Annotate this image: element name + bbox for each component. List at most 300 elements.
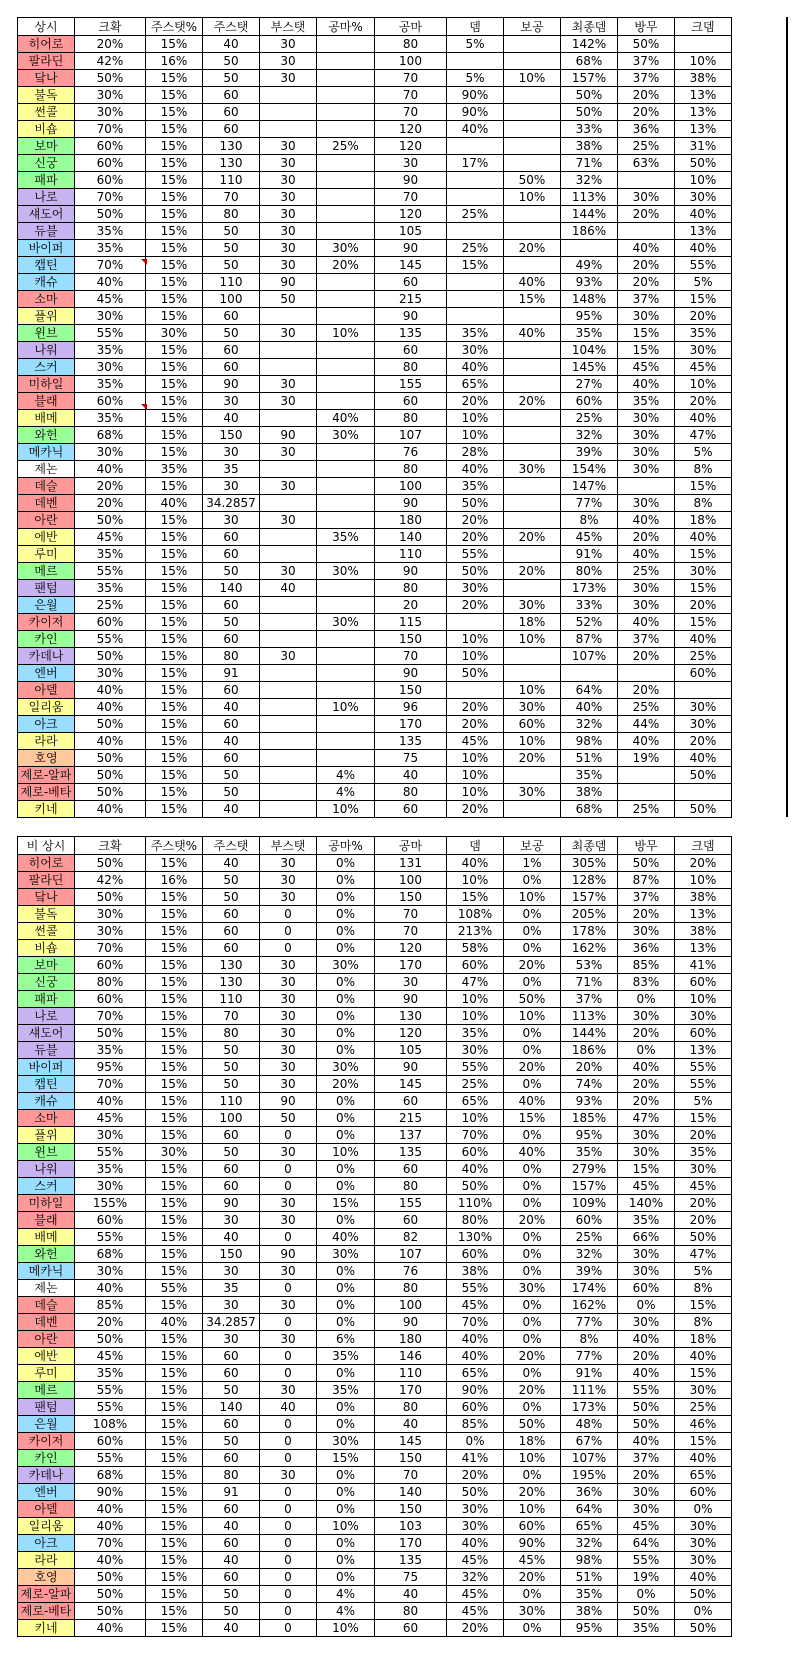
value-cell[interactable]: 0 (260, 1620, 317, 1637)
value-cell[interactable] (317, 665, 375, 682)
class-name-cell[interactable]: 메카닉 (18, 444, 75, 461)
class-name-cell[interactable]: 카이저 (18, 1433, 75, 1450)
value-cell[interactable]: 15% (146, 682, 203, 699)
value-cell[interactable]: 30% (317, 427, 375, 444)
value-cell[interactable]: 20% (618, 682, 675, 699)
class-name-cell[interactable]: 카데나 (18, 1467, 75, 1484)
value-cell[interactable]: 40% (618, 614, 675, 631)
value-cell[interactable]: 50% (75, 206, 146, 223)
value-cell[interactable]: 30% (675, 1552, 732, 1569)
value-cell[interactable]: 140 (375, 529, 447, 546)
value-cell[interactable]: 178% (561, 923, 618, 940)
value-cell[interactable]: 30 (203, 1297, 260, 1314)
value-cell[interactable]: 20% (504, 1348, 561, 1365)
value-cell[interactable]: 60 (203, 1569, 260, 1586)
value-cell[interactable]: 20% (75, 495, 146, 512)
value-cell[interactable]: 30% (447, 1042, 504, 1059)
value-cell[interactable]: 15% (146, 614, 203, 631)
value-cell[interactable] (504, 376, 561, 393)
value-cell[interactable]: 0% (618, 991, 675, 1008)
value-cell[interactable]: 0% (317, 1093, 375, 1110)
class-name-cell[interactable]: 라라 (18, 733, 75, 750)
value-cell[interactable]: 55% (75, 1399, 146, 1416)
value-cell[interactable]: 70% (75, 940, 146, 957)
value-cell[interactable]: 68% (75, 1246, 146, 1263)
value-cell[interactable]: 15% (146, 546, 203, 563)
value-cell[interactable]: 70% (447, 1127, 504, 1144)
value-cell[interactable]: 15% (146, 750, 203, 767)
value-cell[interactable]: 30% (618, 1484, 675, 1501)
value-cell[interactable]: 35% (561, 1586, 618, 1603)
value-cell[interactable]: 60 (203, 1450, 260, 1467)
value-cell[interactable] (317, 376, 375, 393)
value-cell[interactable]: 8% (675, 1314, 732, 1331)
value-cell[interactable]: 0% (317, 1552, 375, 1569)
value-cell[interactable]: 30% (618, 1127, 675, 1144)
value-cell[interactable]: 63% (618, 155, 675, 172)
value-cell[interactable]: 10% (675, 172, 732, 189)
value-cell[interactable]: 15% (146, 767, 203, 784)
value-cell[interactable]: 50% (561, 104, 618, 121)
value-cell[interactable]: 15% (146, 1263, 203, 1280)
value-cell[interactable]: 154% (561, 461, 618, 478)
value-cell[interactable]: 51% (561, 750, 618, 767)
value-cell[interactable]: 60 (375, 1212, 447, 1229)
value-cell[interactable]: 0% (317, 1110, 375, 1127)
value-cell[interactable]: 15% (146, 1178, 203, 1195)
class-name-cell[interactable]: 아크 (18, 716, 75, 733)
value-cell[interactable]: 40% (618, 546, 675, 563)
value-cell[interactable] (260, 733, 317, 750)
value-cell[interactable]: 82 (375, 1229, 447, 1246)
value-cell[interactable]: 19% (618, 750, 675, 767)
class-name-cell[interactable]: 은월 (18, 1416, 75, 1433)
value-cell[interactable]: 40% (618, 1059, 675, 1076)
value-cell[interactable]: 25% (618, 138, 675, 155)
value-cell[interactable] (317, 53, 375, 70)
value-cell[interactable]: 15% (146, 257, 203, 274)
class-name-cell[interactable]: 바이퍼 (18, 1059, 75, 1076)
value-cell[interactable]: 0% (504, 1297, 561, 1314)
value-cell[interactable]: 50% (447, 563, 504, 580)
value-cell[interactable]: 68% (561, 53, 618, 70)
value-cell[interactable]: 27% (561, 376, 618, 393)
value-cell[interactable]: 13% (675, 906, 732, 923)
value-cell[interactable]: 30% (146, 1144, 203, 1161)
value-cell[interactable] (618, 223, 675, 240)
value-cell[interactable]: 10% (317, 1620, 375, 1637)
value-cell[interactable]: 50 (203, 1382, 260, 1399)
value-cell[interactable]: 60% (504, 1518, 561, 1535)
class-name-cell[interactable]: 엔버 (18, 1484, 75, 1501)
value-cell[interactable]: 70 (375, 104, 447, 121)
class-name-cell[interactable]: 팬텀 (18, 1399, 75, 1416)
value-cell[interactable]: 0 (260, 1569, 317, 1586)
value-cell[interactable]: 35% (561, 1144, 618, 1161)
value-cell[interactable]: 145 (375, 1433, 447, 1450)
value-cell[interactable]: 50 (203, 614, 260, 631)
value-cell[interactable]: 20% (618, 87, 675, 104)
value-cell[interactable]: 150 (375, 631, 447, 648)
value-cell[interactable] (504, 155, 561, 172)
value-cell[interactable]: 30% (504, 1280, 561, 1297)
value-cell[interactable]: 162% (561, 940, 618, 957)
value-cell[interactable]: 30% (447, 1518, 504, 1535)
value-cell[interactable]: 20% (675, 393, 732, 410)
value-cell[interactable]: 60 (203, 342, 260, 359)
value-cell[interactable]: 42% (75, 53, 146, 70)
value-cell[interactable]: 0% (317, 1161, 375, 1178)
value-cell[interactable]: 15% (146, 784, 203, 801)
value-cell[interactable]: 76 (375, 444, 447, 461)
class-name-cell[interactable]: 라라 (18, 1552, 75, 1569)
value-cell[interactable] (447, 291, 504, 308)
value-cell[interactable] (317, 648, 375, 665)
value-cell[interactable]: 87% (561, 631, 618, 648)
value-cell[interactable]: 60% (675, 665, 732, 682)
value-cell[interactable]: 38% (675, 70, 732, 87)
value-cell[interactable]: 15% (146, 923, 203, 940)
value-cell[interactable]: 0% (317, 872, 375, 889)
value-cell[interactable]: 15% (146, 1076, 203, 1093)
value-cell[interactable]: 0% (504, 1365, 561, 1382)
class-name-cell[interactable]: 아란 (18, 512, 75, 529)
value-cell[interactable]: 120 (375, 1025, 447, 1042)
value-cell[interactable]: 15% (146, 206, 203, 223)
class-name-cell[interactable]: 아델 (18, 682, 75, 699)
value-cell[interactable]: 37% (618, 291, 675, 308)
value-cell[interactable]: 85% (447, 1416, 504, 1433)
value-cell[interactable]: 20% (447, 1620, 504, 1637)
value-cell[interactable]: 15% (146, 1127, 203, 1144)
value-cell[interactable]: 0% (504, 940, 561, 957)
value-cell[interactable]: 30% (317, 957, 375, 974)
value-cell[interactable]: 0% (504, 1467, 561, 1484)
value-cell[interactable]: 60% (618, 1280, 675, 1297)
value-cell[interactable] (317, 189, 375, 206)
value-cell[interactable]: 30 (260, 393, 317, 410)
value-cell[interactable] (260, 359, 317, 376)
value-cell[interactable]: 0% (504, 1399, 561, 1416)
value-cell[interactable]: 50 (203, 257, 260, 274)
value-cell[interactable]: 1% (504, 855, 561, 872)
value-cell[interactable]: 0 (260, 1484, 317, 1501)
value-cell[interactable]: 50% (75, 1569, 146, 1586)
value-cell[interactable]: 15% (146, 1365, 203, 1382)
value-cell[interactable]: 40% (618, 733, 675, 750)
value-cell[interactable]: 35% (561, 767, 618, 784)
value-cell[interactable]: 0% (317, 1399, 375, 1416)
value-cell[interactable]: 31% (675, 138, 732, 155)
value-cell[interactable]: 30% (75, 1263, 146, 1280)
value-cell[interactable]: 15% (146, 36, 203, 53)
value-cell[interactable]: 162% (561, 1297, 618, 1314)
value-cell[interactable]: 70 (375, 648, 447, 665)
value-cell[interactable]: 0% (504, 1127, 561, 1144)
value-cell[interactable]: 18% (504, 614, 561, 631)
value-cell[interactable]: 0% (317, 1535, 375, 1552)
value-cell[interactable]: 15% (146, 359, 203, 376)
value-cell[interactable]: 25% (447, 206, 504, 223)
value-cell[interactable]: 50 (203, 53, 260, 70)
value-cell[interactable]: 66% (618, 1229, 675, 1246)
value-cell[interactable]: 16% (146, 53, 203, 70)
value-cell[interactable]: 80 (375, 580, 447, 597)
value-cell[interactable]: 90 (375, 1314, 447, 1331)
value-cell[interactable]: 80 (203, 1025, 260, 1042)
value-cell[interactable]: 50% (75, 1025, 146, 1042)
value-cell[interactable]: 70 (375, 1467, 447, 1484)
value-cell[interactable]: 305% (561, 855, 618, 872)
value-cell[interactable]: 15% (146, 1297, 203, 1314)
value-cell[interactable]: 15% (618, 325, 675, 342)
value-cell[interactable]: 0% (504, 906, 561, 923)
value-cell[interactable]: 15% (146, 1569, 203, 1586)
value-cell[interactable]: 40% (504, 274, 561, 291)
value-cell[interactable]: 38% (561, 138, 618, 155)
value-cell[interactable]: 173% (561, 1399, 618, 1416)
value-cell[interactable]: 30 (203, 478, 260, 495)
value-cell[interactable]: 15% (675, 580, 732, 597)
value-cell[interactable] (260, 665, 317, 682)
value-cell[interactable]: 0% (504, 974, 561, 991)
value-cell[interactable]: 100 (375, 872, 447, 889)
value-cell[interactable]: 30 (260, 1297, 317, 1314)
value-cell[interactable]: 20% (675, 733, 732, 750)
value-cell[interactable]: 128% (561, 872, 618, 889)
value-cell[interactable]: 30% (618, 1008, 675, 1025)
value-cell[interactable]: 44% (618, 716, 675, 733)
value-cell[interactable]: 30 (260, 70, 317, 87)
value-cell[interactable]: 20% (504, 957, 561, 974)
value-cell[interactable]: 70% (75, 257, 146, 274)
value-cell[interactable]: 60 (203, 104, 260, 121)
value-cell[interactable]: 0 (260, 1229, 317, 1246)
value-cell[interactable]: 0% (504, 1263, 561, 1280)
class-name-cell[interactable]: 비숍 (18, 940, 75, 957)
value-cell[interactable]: 18% (675, 512, 732, 529)
value-cell[interactable]: 40 (203, 1518, 260, 1535)
value-cell[interactable]: 32% (447, 1569, 504, 1586)
value-cell[interactable] (260, 546, 317, 563)
value-cell[interactable]: 60% (75, 172, 146, 189)
value-cell[interactable]: 15% (146, 1025, 203, 1042)
value-cell[interactable]: 45% (447, 733, 504, 750)
value-cell[interactable]: 40% (618, 512, 675, 529)
value-cell[interactable]: 0 (260, 1314, 317, 1331)
value-cell[interactable]: 85% (75, 1297, 146, 1314)
value-cell[interactable]: 55% (447, 546, 504, 563)
value-cell[interactable] (447, 308, 504, 325)
value-cell[interactable]: 170 (375, 716, 447, 733)
value-cell[interactable] (504, 665, 561, 682)
value-cell[interactable]: 4% (317, 784, 375, 801)
value-cell[interactable]: 40% (447, 1331, 504, 1348)
class-name-cell[interactable]: 메카닉 (18, 1263, 75, 1280)
value-cell[interactable]: 107 (375, 427, 447, 444)
value-cell[interactable] (260, 699, 317, 716)
value-cell[interactable]: 15% (146, 70, 203, 87)
class-name-cell[interactable]: 썬콜 (18, 104, 75, 121)
value-cell[interactable]: 80% (75, 974, 146, 991)
value-cell[interactable]: 15% (675, 291, 732, 308)
value-cell[interactable]: 30% (75, 1127, 146, 1144)
value-cell[interactable]: 130 (203, 957, 260, 974)
value-cell[interactable] (504, 257, 561, 274)
value-cell[interactable]: 15% (146, 1467, 203, 1484)
value-cell[interactable]: 45% (675, 359, 732, 376)
class-name-cell[interactable]: 듀블 (18, 223, 75, 240)
value-cell[interactable] (260, 784, 317, 801)
class-name-cell[interactable]: 제논 (18, 461, 75, 478)
value-cell[interactable]: 215 (375, 291, 447, 308)
value-cell[interactable]: 60% (561, 393, 618, 410)
value-cell[interactable]: 15% (146, 1552, 203, 1569)
value-cell[interactable]: 50% (618, 1399, 675, 1416)
value-cell[interactable] (618, 767, 675, 784)
value-cell[interactable]: 70% (75, 189, 146, 206)
value-cell[interactable]: 107 (375, 1246, 447, 1263)
value-cell[interactable]: 45% (447, 1552, 504, 1569)
value-cell[interactable]: 30% (675, 189, 732, 206)
value-cell[interactable]: 115 (375, 614, 447, 631)
value-cell[interactable]: 50% (447, 1178, 504, 1195)
value-cell[interactable] (317, 495, 375, 512)
value-cell[interactable]: 60 (203, 631, 260, 648)
value-cell[interactable]: 87% (618, 872, 675, 889)
value-cell[interactable]: 10% (504, 189, 561, 206)
value-cell[interactable]: 60 (203, 308, 260, 325)
value-cell[interactable]: 60% (75, 138, 146, 155)
value-cell[interactable]: 15% (146, 1620, 203, 1637)
class-name-cell[interactable]: 나워 (18, 342, 75, 359)
value-cell[interactable]: 30 (260, 206, 317, 223)
value-cell[interactable]: 25% (75, 597, 146, 614)
value-cell[interactable]: 47% (675, 427, 732, 444)
value-cell[interactable]: 25% (561, 410, 618, 427)
value-cell[interactable]: 10% (675, 872, 732, 889)
value-cell[interactable]: 20% (561, 1059, 618, 1076)
value-cell[interactable]: 30 (260, 855, 317, 872)
value-cell[interactable]: 35 (203, 1280, 260, 1297)
value-cell[interactable]: 0 (260, 1450, 317, 1467)
value-cell[interactable] (317, 70, 375, 87)
value-cell[interactable]: 0% (447, 1433, 504, 1450)
value-cell[interactable]: 155% (75, 1195, 146, 1212)
value-cell[interactable]: 90% (447, 87, 504, 104)
value-cell[interactable]: 15% (146, 104, 203, 121)
value-cell[interactable]: 90 (375, 665, 447, 682)
value-cell[interactable] (504, 342, 561, 359)
value-cell[interactable]: 100 (375, 478, 447, 495)
value-cell[interactable]: 30% (618, 189, 675, 206)
value-cell[interactable]: 50 (203, 240, 260, 257)
value-cell[interactable]: 40% (504, 1093, 561, 1110)
value-cell[interactable]: 45% (618, 1178, 675, 1195)
value-cell[interactable]: 98% (561, 733, 618, 750)
value-cell[interactable]: 90 (260, 1093, 317, 1110)
value-cell[interactable]: 0% (317, 1042, 375, 1059)
value-cell[interactable]: 50% (75, 512, 146, 529)
value-cell[interactable]: 30% (504, 1603, 561, 1620)
value-cell[interactable]: 80 (375, 784, 447, 801)
value-cell[interactable]: 30 (260, 240, 317, 257)
value-cell[interactable]: 157% (561, 70, 618, 87)
value-cell[interactable]: 0% (504, 1195, 561, 1212)
value-cell[interactable]: 37% (618, 1450, 675, 1467)
value-cell[interactable] (675, 36, 732, 53)
value-cell[interactable]: 108% (447, 906, 504, 923)
value-cell[interactable]: 50% (504, 172, 561, 189)
value-cell[interactable]: 70 (375, 906, 447, 923)
value-cell[interactable]: 135 (375, 1552, 447, 1569)
value-cell[interactable]: 45% (75, 291, 146, 308)
value-cell[interactable]: 50 (260, 1110, 317, 1127)
class-name-cell[interactable]: 바이퍼 (18, 240, 75, 257)
value-cell[interactable]: 30% (75, 923, 146, 940)
value-cell[interactable]: 110 (203, 172, 260, 189)
value-cell[interactable]: 70% (75, 1008, 146, 1025)
value-cell[interactable]: 107% (561, 1450, 618, 1467)
value-cell[interactable]: 105 (375, 223, 447, 240)
value-cell[interactable]: 91% (561, 546, 618, 563)
value-cell[interactable]: 64% (561, 682, 618, 699)
value-cell[interactable]: 15% (146, 1501, 203, 1518)
value-cell[interactable]: 0% (317, 1314, 375, 1331)
class-name-cell[interactable]: 카데나 (18, 648, 75, 665)
value-cell[interactable]: 20% (504, 1382, 561, 1399)
value-cell[interactable]: 15% (146, 1382, 203, 1399)
class-name-cell[interactable]: 나로 (18, 1008, 75, 1025)
value-cell[interactable]: 55% (75, 1450, 146, 1467)
value-cell[interactable]: 20% (618, 529, 675, 546)
value-cell[interactable]: 30 (260, 36, 317, 53)
value-cell[interactable]: 113% (561, 189, 618, 206)
value-cell[interactable]: 50% (618, 855, 675, 872)
value-cell[interactable]: 80 (375, 410, 447, 427)
value-cell[interactable]: 16% (146, 872, 203, 889)
value-cell[interactable]: 50 (203, 1059, 260, 1076)
class-name-cell[interactable]: 플위 (18, 308, 75, 325)
class-name-cell[interactable]: 와헌 (18, 427, 75, 444)
value-cell[interactable]: 45% (447, 1603, 504, 1620)
value-cell[interactable]: 50% (618, 1416, 675, 1433)
value-cell[interactable]: 55% (75, 631, 146, 648)
value-cell[interactable]: 77% (561, 1314, 618, 1331)
value-cell[interactable]: 0% (317, 1416, 375, 1433)
value-cell[interactable]: 74% (561, 1076, 618, 1093)
value-cell[interactable]: 30 (375, 974, 447, 991)
value-cell[interactable]: 0% (317, 1501, 375, 1518)
value-cell[interactable]: 30 (260, 1467, 317, 1484)
value-cell[interactable]: 36% (561, 1484, 618, 1501)
value-cell[interactable]: 150 (375, 889, 447, 906)
value-cell[interactable]: 60 (203, 546, 260, 563)
value-cell[interactable]: 95% (75, 1059, 146, 1076)
value-cell[interactable] (504, 308, 561, 325)
value-cell[interactable]: 40% (75, 801, 146, 818)
value-cell[interactable]: 35% (618, 393, 675, 410)
value-cell[interactable]: 55% (447, 1059, 504, 1076)
value-cell[interactable]: 15% (146, 1246, 203, 1263)
value-cell[interactable]: 50 (203, 889, 260, 906)
value-cell[interactable]: 20% (618, 1093, 675, 1110)
value-cell[interactable] (260, 716, 317, 733)
value-cell[interactable]: 30 (260, 1144, 317, 1161)
value-cell[interactable] (561, 240, 618, 257)
value-cell[interactable]: 60% (447, 957, 504, 974)
value-cell[interactable]: 30 (260, 376, 317, 393)
